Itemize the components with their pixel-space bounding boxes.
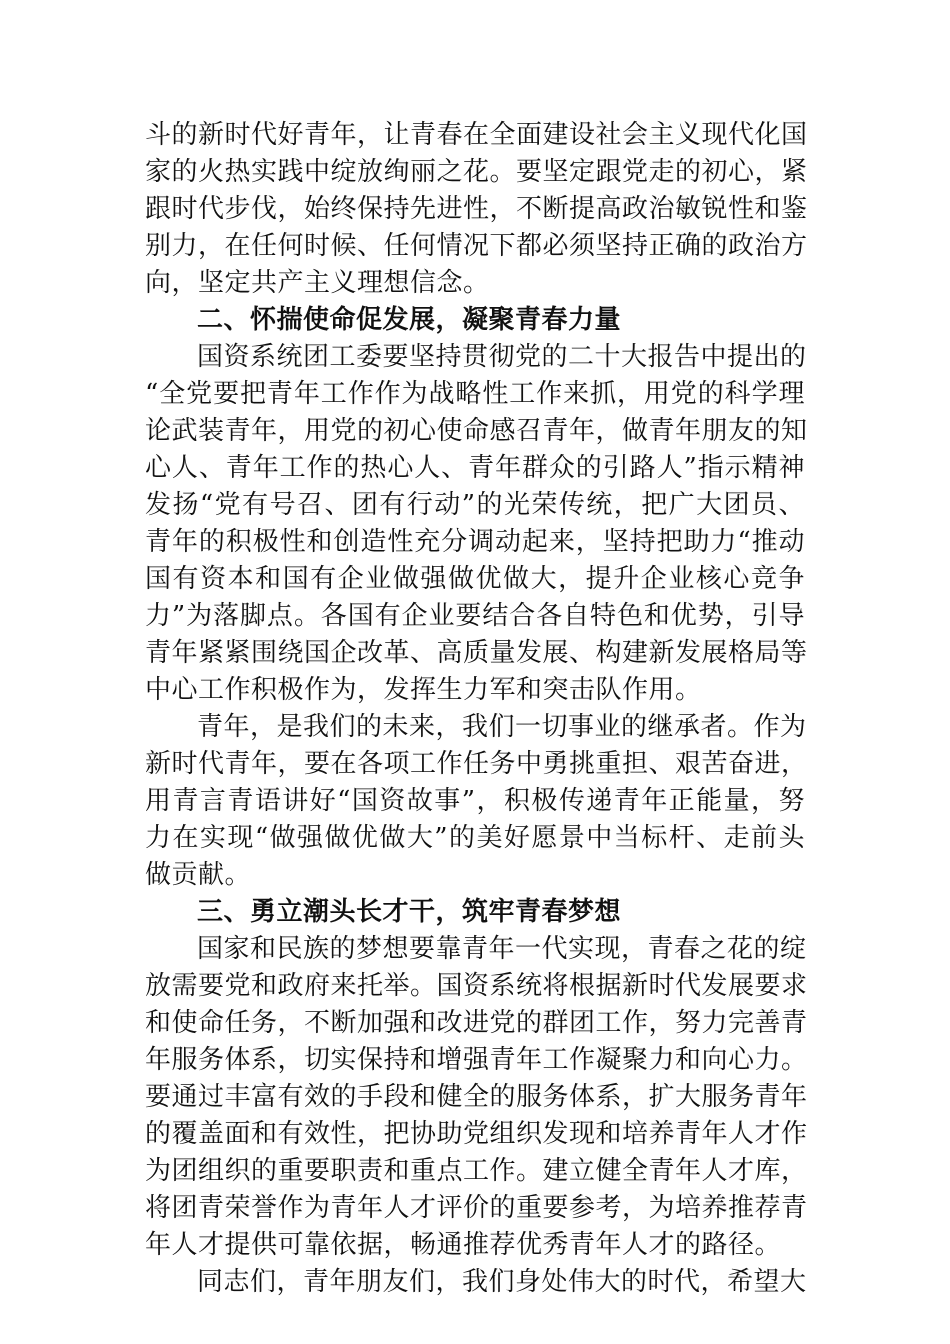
body-text-line: 论武装青年，用党的初心使命感召青年，做青年朋友的知	[145, 416, 808, 446]
body-text-line: 力在实现“做强做优做大”的美好愿景中当标杆、走前头	[145, 823, 805, 853]
body-text-line: 心人、青年工作的热心人、青年群众的引路人”指示精神	[145, 453, 805, 483]
body-text-line: 用青言青语讲好“国资故事”，积极传递青年正能量，努	[145, 786, 805, 816]
section-heading: 二、怀揣使命促发展，凝聚青春力量	[197, 305, 622, 335]
body-text-line: 向，坚定共产主义理想信念。	[145, 268, 490, 298]
body-text-line: 年服务体系，切实保持和增强青年工作凝聚力和向心力。	[145, 1045, 808, 1075]
body-text-line: 青年紧紧围绕国企改革、高质量发展、构建新发展格局等	[145, 638, 808, 668]
body-text-line: 中心工作积极作为，发挥生力军和突击队作用。	[145, 675, 702, 705]
body-text-line: 和使命任务，不断加强和改进党的群团工作，努力完善青	[145, 1008, 808, 1038]
body-text-line: 年人才提供可靠依据，畅通推荐优秀青年人才的路径。	[145, 1230, 782, 1260]
body-text-line: 国有资本和国有企业做强做优做大，提升企业核心竞争	[145, 564, 805, 594]
body-text-line: 斗的新时代好青年，让青春在全面建设社会主义现代化国	[145, 120, 808, 150]
body-text-line: 青年，是我们的未来，我们一切事业的继承者。作为	[197, 712, 807, 742]
body-text-line: 家的火热实践中绽放绚丽之花。要坚定跟党走的初心，紧	[145, 157, 808, 187]
body-text-line: 别力，在任何时候、任何情况下都必须坚持正确的政治方	[145, 231, 808, 261]
body-text-line: 国资系统团工委要坚持贯彻党的二十大报告中提出的	[197, 342, 807, 372]
section-heading: 三、勇立潮头长才干，筑牢青春梦想	[197, 897, 622, 927]
body-text-line: “全党要把青年工作作为战略性工作来抓，用党的科学理	[145, 379, 805, 409]
body-text-line: 跟时代步伐，始终保持先进性，不断提高政治敏锐性和鉴	[145, 194, 808, 224]
body-text-line: 要通过丰富有效的手段和健全的服务体系，扩大服务青年	[145, 1082, 808, 1112]
body-text-line: 将团青荣誉作为青年人才评价的重要参考，为培养推荐青	[145, 1193, 808, 1223]
body-text-line: 新时代青年，要在各项工作任务中勇挑重担、艰苦奋进，	[145, 749, 808, 779]
body-text-line: 同志们，青年朋友们，我们身处伟大的时代，希望大	[197, 1267, 807, 1297]
body-text-line: 放需要党和政府来托举。国资系统将根据新时代发展要求	[145, 971, 808, 1001]
body-text-line: 为团组织的重要职责和重点工作。建立健全青年人才库，	[145, 1156, 808, 1186]
body-text-line: 国家和民族的梦想要靠青年一代实现，青春之花的绽	[197, 934, 807, 964]
body-text-line: 的覆盖面和有效性，把协助党组织发现和培养青年人才作	[145, 1119, 808, 1149]
body-text-line: 做贡献。	[145, 860, 252, 890]
body-text-line: 力”为落脚点。各国有企业要结合各自特色和优势，引导	[145, 601, 805, 631]
body-text-line: 发扬“党有号召、团有行动”的光荣传统，把广大团员、	[145, 490, 805, 520]
body-text-line: 青年的积极性和创造性充分调动起来，坚持把助力“推动	[145, 527, 805, 557]
